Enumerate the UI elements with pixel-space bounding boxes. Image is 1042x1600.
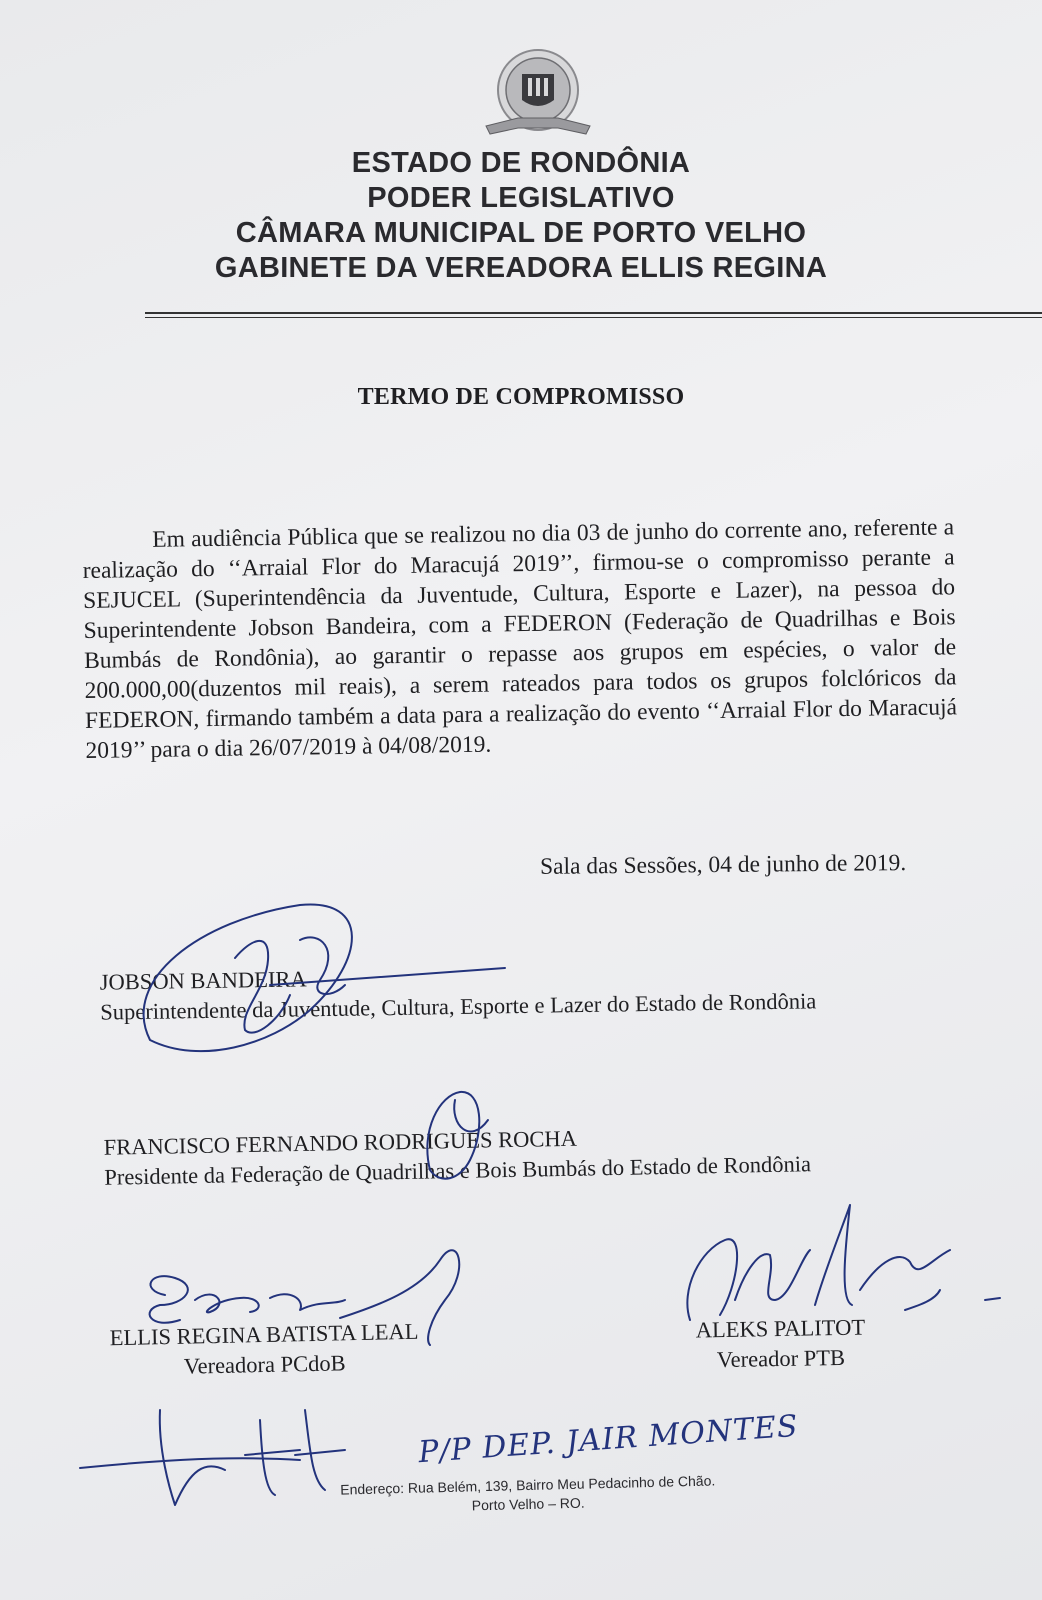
signatory-role: Vereador PTB: [716, 1344, 846, 1373]
letterhead-chamber: CÂMARA MUNICIPAL DE PORTO VELHO: [235, 217, 807, 249]
signatory-role: Superintendente da Juventude, Cultura, Esporte e Lazer do Estado de Rondônia: [100, 988, 817, 1025]
header-divider-thin: [145, 317, 1042, 318]
signature-aleks: [687, 1205, 1000, 1320]
letterhead: [0, 146, 1042, 286]
letterhead-state: ESTADO DE RONDÔNIA: [351, 147, 691, 179]
address-city: Porto Velho – RO.: [471, 1494, 585, 1514]
letterhead-office: GABINETE DA VEREADORA ELLIS REGINA: [214, 252, 828, 284]
signature-bottom: [80, 1410, 345, 1505]
signatory-name: FRANCISCO FERNANDO RODRIGUES ROCHA: [103, 1125, 578, 1160]
document-body: [82, 512, 958, 766]
document-title: TERMO DE COMPROMISSO: [357, 384, 685, 410]
coat-of-arms-seal-icon: [478, 44, 598, 144]
signatory-name: ALEKS PALITOT: [695, 1314, 866, 1343]
signatory-name: JOBSON BANDEIRA: [99, 966, 307, 995]
letterhead-power: PODER LEGISLATIVO: [367, 182, 675, 214]
signatory-ellis: [109, 1317, 419, 1383]
signatory-francisco: [103, 1119, 811, 1193]
signatory-aleks: [695, 1313, 865, 1376]
body-paragraph: Em audiência Pública que se realizou no dia 03 de junho do corrente ano, referente a realização do ‘‘Arraial Flor do Maracujá 2019’’, firmou-se o compromisso perante a SEJUCEL (Superintendência da Juventude, Cultura, Esporte e Lazer), na pessoa do Superintendente Jobson Bandeira, com a FEDERON (Federação de Quadrilhas e Bois Bumbás de Rondônia), ao garantir o repasse aos grupos em espécies, o valor de 200.000,00(duzentos mil reais), a serem rateados para todos os grupos folclóricos da FEDERON, firmando também a data para a realização do evento ‘‘Arraial Flor do Maracujá 2019’’ para o dia 26/07/2019 à 04/08/2019.: [82, 514, 958, 764]
signatory-jobson: [100, 956, 817, 1027]
address-footer: [318, 1471, 739, 1519]
signatory-name: ELLIS REGINA BATISTA LEAL: [109, 1318, 419, 1351]
address-line: Endereço: Rua Belém, 139, Bairro Meu Pedacinho de Chão.: [340, 1472, 716, 1498]
place-date: Sala das Sessões, 04 de junho de 2019.: [539, 850, 907, 880]
signatory-role: Vereadora PCdoB: [183, 1350, 346, 1379]
handwritten-note: P/P DEP. JAIR MONTES: [417, 1408, 800, 1471]
header-divider: [145, 312, 1042, 314]
signatory-role: Presidente da Federação de Quadrilhas e Bois Bumbás do Estado de Rondônia: [104, 1151, 812, 1190]
